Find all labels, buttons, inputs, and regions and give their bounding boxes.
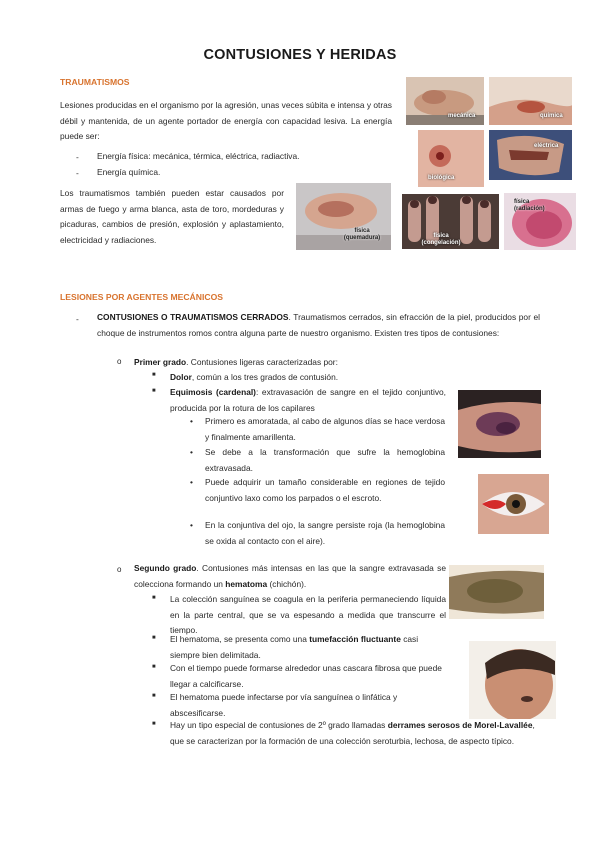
primer-grado-text: . Contusiones ligeras caracterizadas por: <box>186 357 338 367</box>
segundo-grado-text-end: (chichón). <box>267 578 307 589</box>
contusiones-title: CONTUSIONES O TRAUMATISMOS CERRADOS <box>97 312 289 322</box>
dolor-line <box>170 370 450 386</box>
dot-bullet: • <box>190 520 193 530</box>
square-bullet: ■ <box>152 693 156 699</box>
square-bullet: ■ <box>152 721 156 727</box>
equimosis-point-3: Puede adquirir un tamaño considerable en regiones de tejido conjuntivo laxo como los parpados o el escroto. <box>205 477 445 503</box>
section-heading-traumatismos: TRAUMATISMOS <box>60 77 130 87</box>
hematoma-term: hematoma <box>225 578 268 589</box>
segundo-grado-text: . Contusiones más intensas en las que la sangre extravasada se colecciona formando un <box>134 563 446 589</box>
dot-bullet: • <box>190 447 193 457</box>
equimosis-line <box>170 385 446 416</box>
dash-bullet: - <box>76 314 79 324</box>
hematoma-point-3: Con el tiempo puede formarse alrededor unas cascara fibrosa que puede llegar a calcificarse. <box>170 663 442 689</box>
square-bullet: ■ <box>152 372 156 378</box>
morel-lavallee-term: derrames serosos de Morel-Lavallée <box>387 720 533 730</box>
equimosis-point-4: En la conjuntiva del ojo, la sangre persiste roja (la hemoglobina se oxida al contacto con el aire). <box>205 520 445 546</box>
morel-text-a: Hay un tipo especial de contusiones de 2º grado llamadas <box>170 720 388 730</box>
circle-bullet: o <box>117 565 122 574</box>
primer-grado-label: Primer grado <box>134 357 187 367</box>
hematoma-point-2 <box>170 632 450 663</box>
hematoma-point-2-c: casi siempre bien delimitada. <box>170 634 419 660</box>
dot-bullet: • <box>190 477 193 487</box>
contusiones-paragraph <box>97 310 540 341</box>
traumatismos-intro: Lesiones producidas en el organismo por la agresión, unas veces súbita e intensa y otras débil y mantenida, de un agente portador de energía con capacidad lesiva. La energía puede ser: <box>60 100 392 141</box>
photo-label-congelacion: física (congelación) <box>421 233 461 246</box>
square-bullet: ■ <box>152 635 156 641</box>
primer-grado-line <box>134 355 464 371</box>
hematoma-point-2-a: El hematoma, se presenta como una <box>170 634 310 644</box>
dot-bullet: • <box>190 416 193 426</box>
energy-item-1: Energía física: mecánica, térmica, eléctrica, radiactiva. <box>97 151 300 161</box>
dash-bullet: - <box>76 168 79 178</box>
energy-item-2: Energía química. <box>97 167 161 177</box>
photo-label-mecanica: mecánica <box>448 113 476 119</box>
contusiones-text: . Traumatismos cerrados, sin efracción de la piel, producidos por el choque de instrumentos romos contra alguna parte de nuestro organismo. Existen tres tipos de contusiones: <box>97 312 540 338</box>
dolor-label: Dolor <box>170 372 192 382</box>
morel-text-b: , que se caracterizan por la formación de una colección seroturbia, lechosa, de aspecto típico. <box>170 720 535 746</box>
photo-label-quimica: química <box>540 113 563 119</box>
equimosis-point-1: Primero es amoratada, al cabo de algunos días se hace verdosa y finalmente amarillenta. <box>205 416 445 442</box>
photo-label-quemadura: física (quemadura) <box>343 228 381 241</box>
photo-electrica <box>489 130 572 180</box>
dolor-text: , común a los tres grados de contusión. <box>191 372 339 382</box>
equimosis-label: Equimosis (cardenal) <box>170 387 256 397</box>
photo-hematoma-head <box>469 641 556 719</box>
photo-label-electrica: eléctrica <box>534 143 559 149</box>
square-bullet: ■ <box>152 664 156 670</box>
photo-label-biologica: biológica <box>428 175 455 181</box>
segundo-grado-paragraph <box>134 561 446 592</box>
circle-bullet: o <box>117 357 122 366</box>
tumefaccion-term: tumefacción fluctuante <box>309 634 401 644</box>
hematoma-point-1: La colección sanguínea se coagula en la periferia permaneciendo líquida en la parte central, que se va espesando a medida que transcurre el tiempo. <box>170 594 446 635</box>
equimosis-point-2: Se debe a la transformación que sufre la hemoglobina extravasada. <box>205 447 445 473</box>
page-title: CONTUSIONES Y HERIDAS <box>203 47 397 63</box>
segundo-grado-label: Segundo grado <box>134 563 197 573</box>
square-bullet: ■ <box>152 388 156 394</box>
section-heading-agentes: LESIONES POR AGENTES MECÁNICOS <box>60 292 223 302</box>
equimosis-text: : extravasación de sangre en el tejido conjuntivo, producida por la rotura de los capilares <box>170 387 447 413</box>
square-bullet: ■ <box>152 595 156 601</box>
hematoma-point-4: El hematoma puede infectarse por vía sanguínea o linfática y abscesificarse. <box>170 692 398 718</box>
photo-conjuntiva <box>478 474 549 534</box>
photo-equimosis <box>458 390 541 458</box>
morel-lavallee-paragraph <box>170 718 542 749</box>
dash-bullet: - <box>76 152 79 162</box>
traumatismos-causes: Los traumatismos también pueden estar causados por armas de fuego y arma blanca, asta de toro, mordeduras y picaduras, cambios de presión, explosión y aplastamiento, electricidad y radiaciones. <box>60 188 284 245</box>
photo-hematoma-leg <box>449 565 544 619</box>
photo-label-radiacion: física (radiación) <box>514 199 545 212</box>
